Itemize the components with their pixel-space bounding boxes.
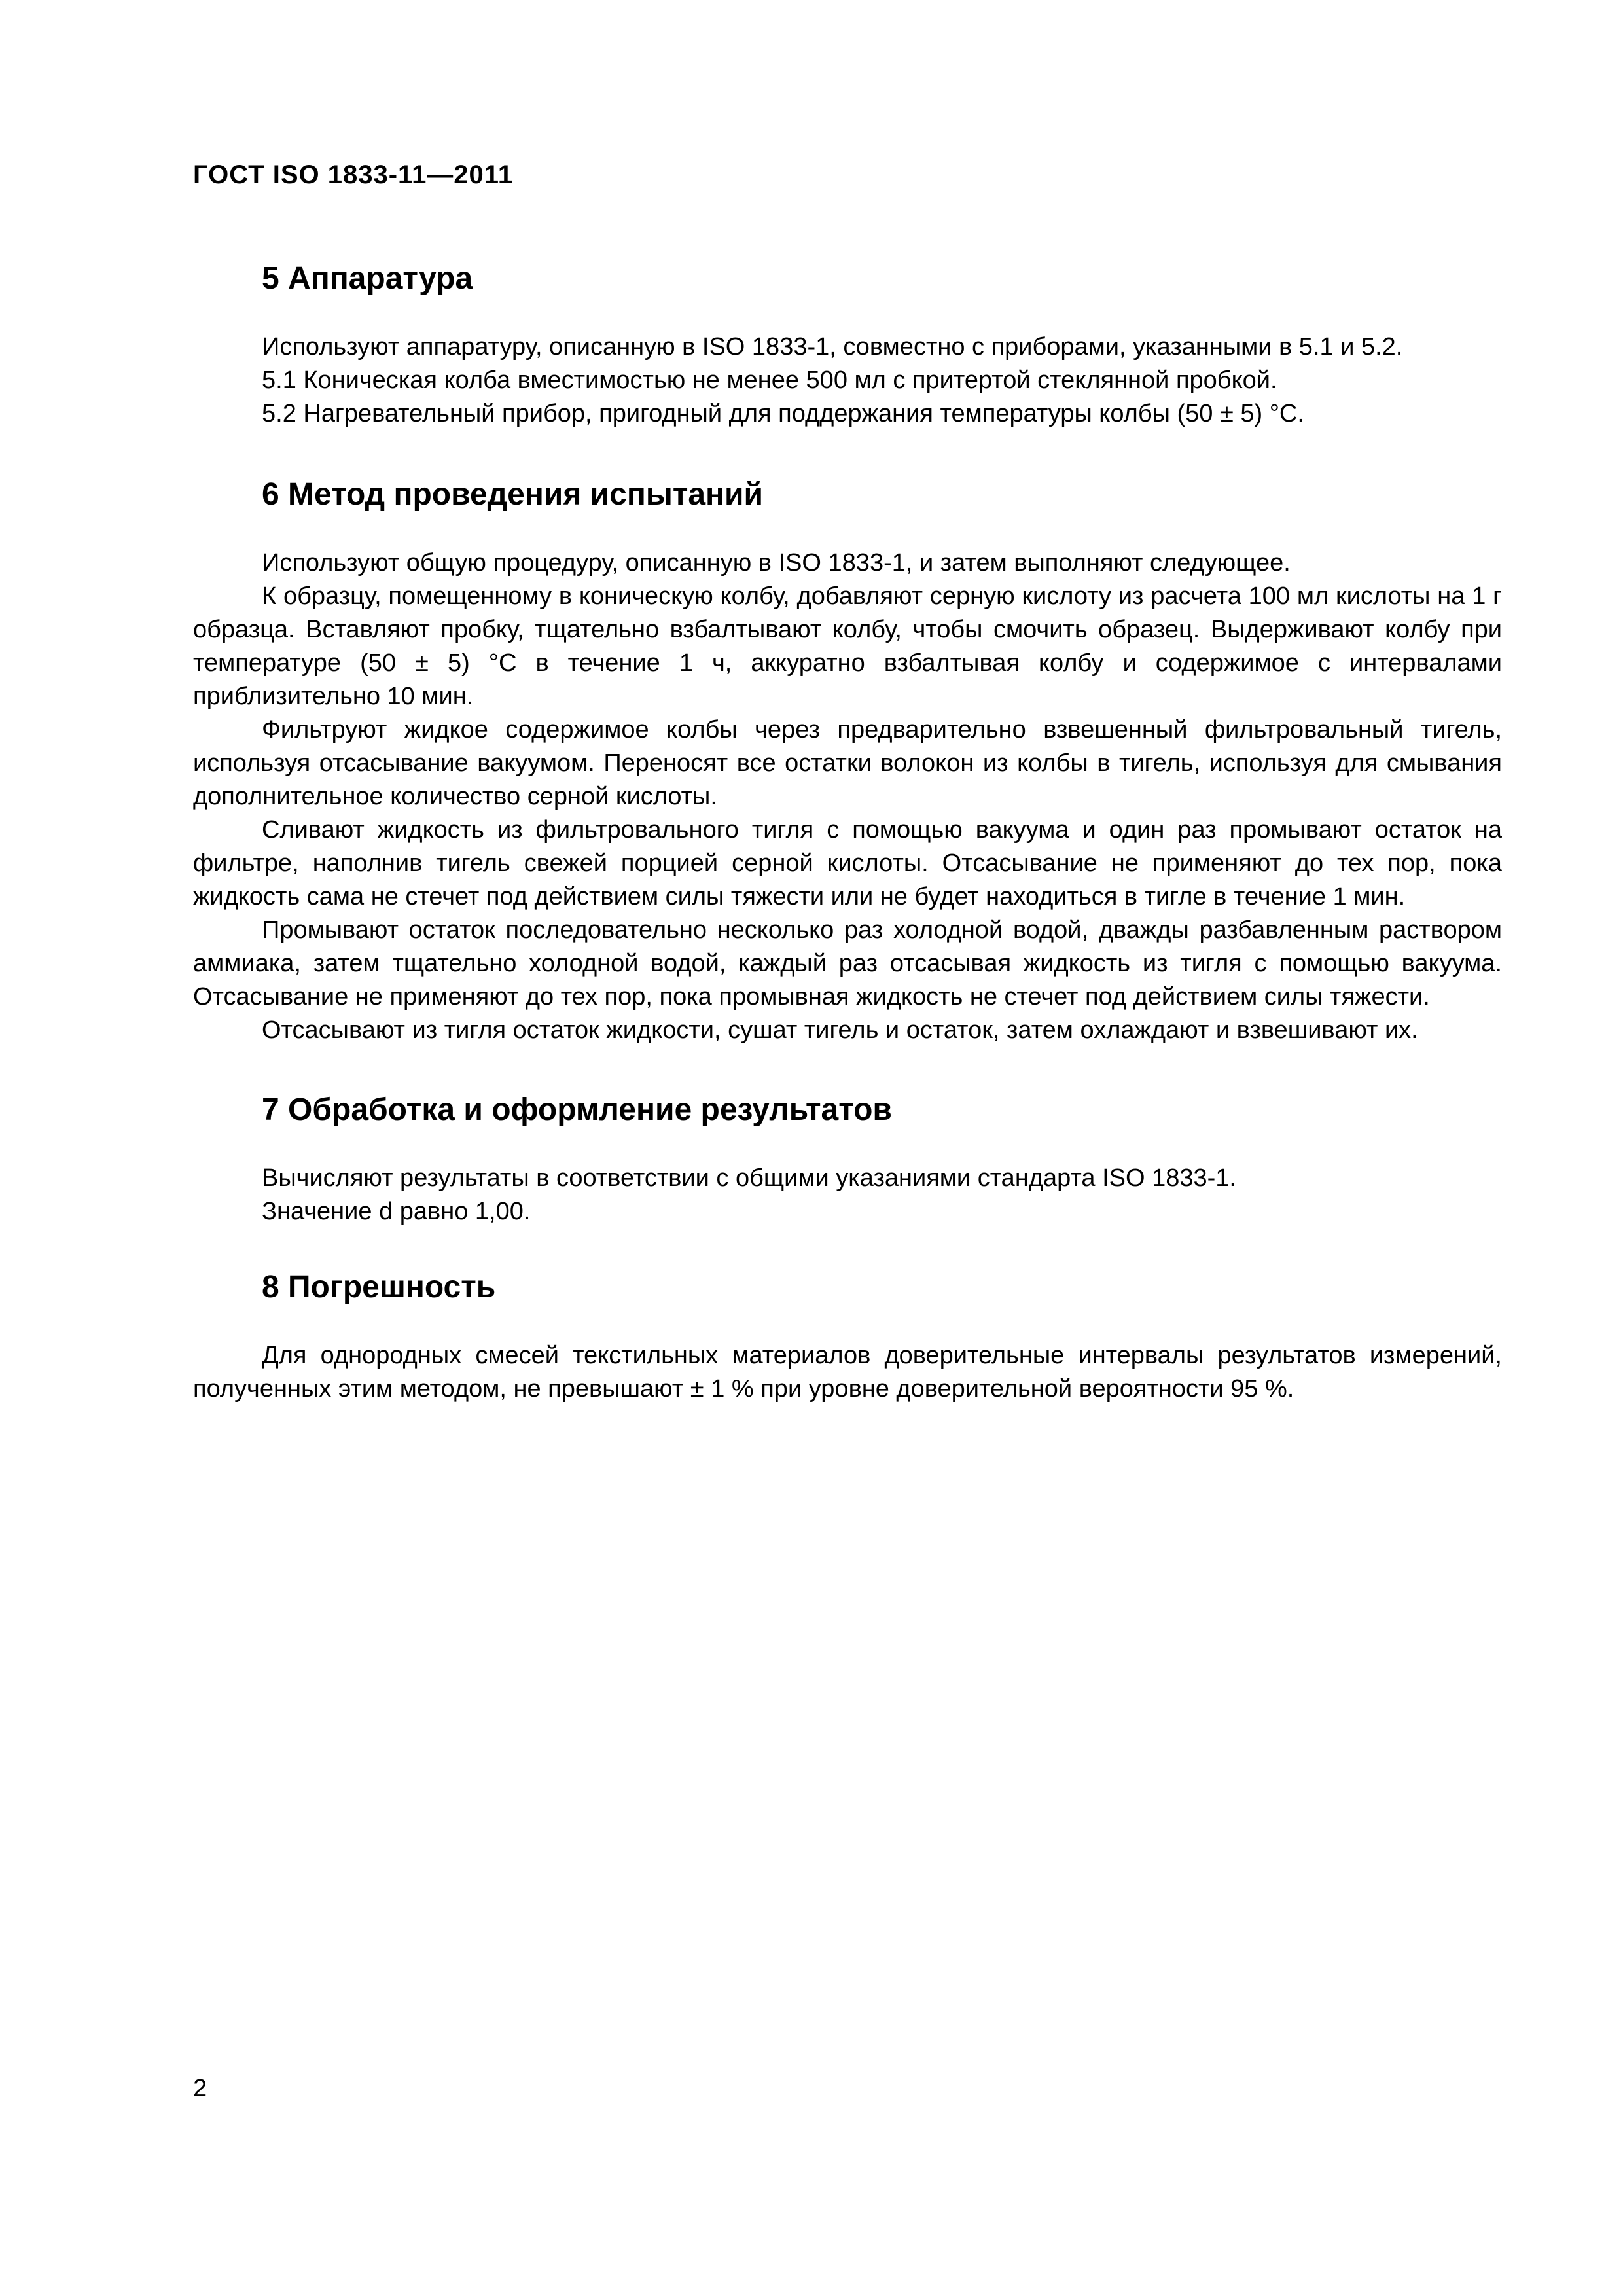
paragraph: 5.2 Нагревательный прибор, пригодный для поддержания температуры колбы (50 ± 5) °С. xyxy=(262,400,1304,427)
paragraph: Сливают жидкость из фильтровального тигля с помощью вакуума и один раз промывают остаток на фильтре, наполнив тигель свежей порцией серной кислоты. Отсасывание не применяют до тех пор, пока жидкость сама не стечет под действием силы тяжести или не будет находиться в тигле в течение 1 мин. xyxy=(193,816,1502,910)
paragraph: Промывают остаток последовательно несколько раз холодной водой, дважды разбавленным раствором аммиака, затем тщательно холодной водой, каждый раз отсасывая жидкость из тигля с помощью вакуума. Отсасывание не применяют до тех пор, пока промывная жидкость не стечет под действием силы тяжести. xyxy=(193,916,1502,1011)
paragraph: Вычисляют результаты в соответствии с общими указаниями стандарта ISO 1833-1. xyxy=(262,1164,1236,1192)
section-5-body xyxy=(193,331,1502,431)
section-6 xyxy=(193,476,1502,1047)
section-6-body xyxy=(193,547,1502,1047)
paragraph: 5.1 Коническая колба вместимостью не менее 500 мл с притертой стеклянной пробкой. xyxy=(262,367,1277,394)
paragraph: Используют общую процедуру, описанную в ISO 1833-1, и затем выполняют следующее. xyxy=(262,549,1291,577)
paragraph: К образцу, помещенному в коническую колбу, добавляют серную кислоту из расчета 100 мл кислоты на 1 г образца. Вставляют пробку, тщательно взбалтывают колбу, чтобы смочить образец. Выдерживают колбу при температуре (50 ± 5) °С в течение 1 ч, аккуратно взбалтывая колбу и содержимое с интервалами приблизительно 10 мин. xyxy=(193,583,1502,710)
section-7-body xyxy=(193,1162,1502,1229)
document-page xyxy=(193,160,1502,1406)
paragraph: Используют аппаратуру, описанную в ISO 1833-1, совместно с приборами, указанными в 5.1 и 5.2. xyxy=(262,333,1403,361)
section-8-title: 8 Погрешность xyxy=(262,1270,496,1304)
section-8 xyxy=(193,1269,1502,1406)
section-7 xyxy=(193,1092,1502,1229)
document-header: ГОСТ ISO 1833-11—2011 xyxy=(193,160,514,189)
paragraph: Фильтруют жидкое содержимое колбы через предварительно взвешенный фильтровальный тигель, используя отсасывание вакуумом. Переносят все остатки волокон из колбы в тигель, используя для смывания дополнительное количество серной кислоты. xyxy=(193,716,1502,810)
paragraph: Для однородных смесей текстильных материалов доверительные интервалы результатов измерений, полученных этим методом, не превышают ± 1 % при уровне доверительной вероятности 95 %. xyxy=(193,1342,1502,1403)
section-5-title: 5 Аппаратура xyxy=(262,261,473,296)
section-7-title: 7 Обработка и оформление результатов xyxy=(262,1092,892,1127)
paragraph: Отсасывают из тигля остаток жидкости, сушат тигель и остаток, затем охлаждают и взвешивают их. xyxy=(262,1016,1418,1044)
section-8-body xyxy=(193,1339,1502,1406)
section-6-title: 6 Метод проведения испытаний xyxy=(262,477,764,512)
page-number: 2 xyxy=(193,2075,207,2102)
section-5 xyxy=(193,260,1502,431)
paragraph: Значение d равно 1,00. xyxy=(262,1198,531,1225)
